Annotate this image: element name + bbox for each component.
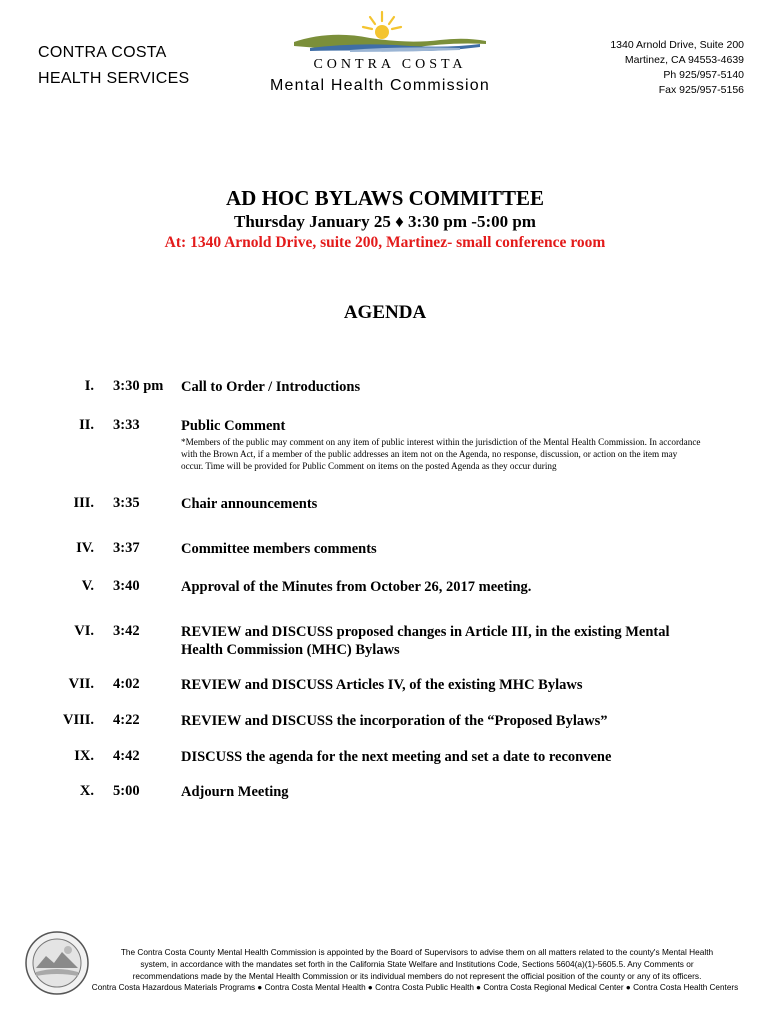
address-block — [610, 38, 744, 98]
agenda-item-text: REVIEW and DISCUSS proposed changes in Article III, in the existing Mental Health Commission (MHC) Bylaws — [181, 624, 670, 658]
agenda-item-number: VIII. — [62, 712, 94, 728]
agenda-item-number: I. — [84, 378, 94, 394]
agenda-item-text: DISCUSS the agenda for the next meeting and set a date to reconvene — [181, 749, 612, 765]
org-name-line1: CONTRA COSTA — [38, 44, 167, 61]
agenda-item-number: VI. — [74, 623, 94, 639]
agenda-item-text: REVIEW and DISCUSS the incorporation of the “Proposed Bylaws” — [181, 713, 608, 729]
agenda-item-text: Adjourn Meeting — [181, 784, 289, 800]
sun-icon — [363, 12, 401, 39]
agenda-item-time: 5:00 — [113, 783, 140, 799]
agenda-item-text: REVIEW and DISCUSS Articles IV, of the existing MHC Bylaws — [181, 677, 583, 693]
agenda-item-number: IV. — [76, 540, 94, 556]
agenda-item-number: V. — [81, 578, 94, 594]
agenda-item-text: Chair announcements — [181, 496, 318, 512]
logo-text: CONTRA COSTA — [313, 57, 467, 72]
agenda-item-time: 4:42 — [113, 748, 140, 764]
agenda-item-time: 3:42 — [113, 623, 140, 639]
agenda-item-text: Committee members comments — [181, 541, 377, 557]
agenda-heading: AGENDA — [343, 302, 427, 323]
health-programs-line: Contra Costa Hazardous Materials Programs ● Contra Costa Mental Health ● Contra Costa Public Health ● Contra Costa Regional Medical Center ● Contra Costa Health Centers — [91, 983, 739, 992]
fax-line: Fax 925/957-5156 — [658, 84, 744, 96]
agenda-item-time: 3:33 — [113, 417, 140, 433]
agenda-item-time: 4:02 — [113, 676, 140, 692]
hills-icon — [294, 35, 486, 52]
agenda-item-time: 3:35 — [113, 495, 140, 511]
agenda-item-number: III. — [73, 495, 94, 511]
agenda-item-text: Public Comment — [181, 418, 286, 434]
address-line: 1340 Arnold Drive, Suite 200 — [610, 39, 744, 51]
address-line: Martinez, CA 94553-4639 — [624, 54, 744, 66]
commission-statement: The Contra Costa County Mental Health Commission is appointed by the Board of Supervisors to advise them on all matters related to the county's Mental Health system, in accordance with the mandates set forth in the California State Welfare and Institutions Code, Sections 5604(a)(1)-5605.5. Any Comments or recommendations made by the Mental Health Commission or its individual members do not represent the official position of the county or any of its officers. — [120, 947, 714, 981]
meeting-title: AD HOC BYLAWS COMMITTEE — [226, 186, 544, 210]
agenda-item-number: II. — [79, 417, 94, 433]
agenda-item-number: VII. — [68, 676, 94, 692]
agenda-item-number: IX. — [74, 748, 94, 764]
agenda-item-text: Approval of the Minutes from October 26, 2017 meeting. — [181, 579, 532, 595]
agenda-item-time: 3:30 pm — [113, 378, 164, 394]
commission-name: Mental Health Commission — [270, 77, 490, 94]
agenda-item-number: X. — [79, 783, 94, 799]
agenda-item-text: Call to Order / Introductions — [181, 379, 361, 395]
org-name-line2: HEALTH SERVICES — [38, 70, 190, 87]
org-name — [38, 40, 190, 92]
contra-costa-logo — [290, 8, 490, 74]
agenda-item-time: 3:37 — [113, 540, 140, 556]
meeting-location: At: 1340 Arnold Drive, suite 200, Martinez- small conference room — [164, 234, 606, 251]
phone-line: Ph 925/957-5140 — [663, 69, 744, 81]
meeting-date-time: Thursday January 25 ♦ 3:30 pm -5:00 pm — [234, 212, 536, 231]
agenda-item-time: 4:22 — [113, 712, 140, 728]
agenda-item-time: 3:40 — [113, 578, 140, 594]
public-comment-note: *Members of the public may comment on any item of public interest within the jurisdiction of the Mental Health Commission. In accordance with the Brown Act, if a member of the public addresses an item not on the Agenda, no response, discussion, or action on the item may occur. Time will be provided for Public Comment on items on the posted Agenda as they occur during — [181, 437, 701, 471]
